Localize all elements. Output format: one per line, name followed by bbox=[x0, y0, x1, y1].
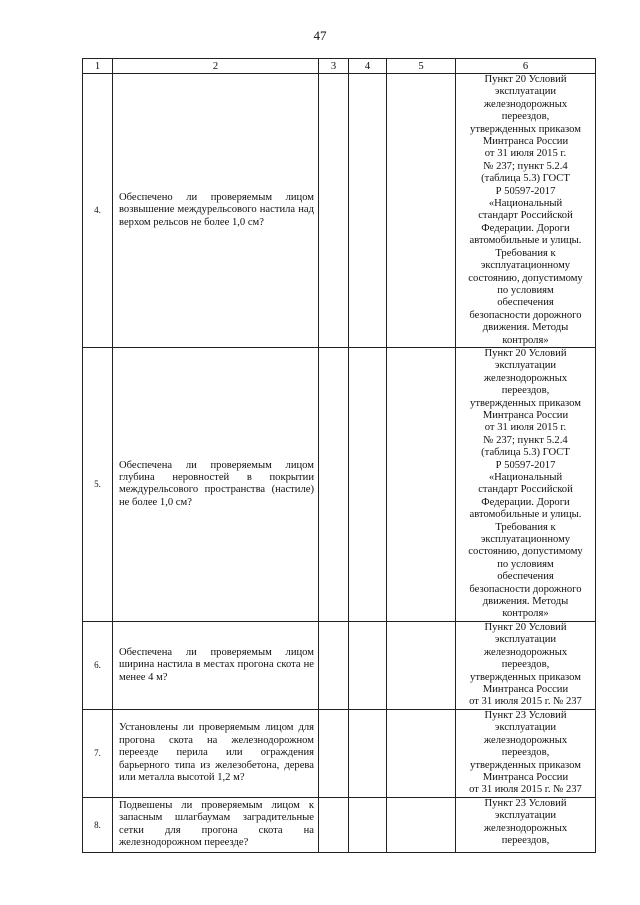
cell-4 bbox=[349, 347, 387, 621]
cell-5 bbox=[387, 347, 456, 621]
column-header: 5 bbox=[387, 59, 456, 74]
cell-5 bbox=[387, 797, 456, 852]
cell-5 bbox=[387, 709, 456, 797]
table-row bbox=[83, 347, 596, 621]
cell-5 bbox=[387, 621, 456, 709]
table-row bbox=[83, 797, 596, 852]
reference-text: Пункт 20 Условий эксплуатации железнодорожных переездов, утвержденных приказом Минтранса России от 31 июля 2015 г. № 237; пункт 5.2.4 (таблица 5.3) ГОСТ Р 50597-2017 «Национальный стандарт Российской Федерации. Дороги автомобильные и улицы. Требования к эксплуатационному состоянию, допустимому по условиям обеспечения безопасности дорожного движения. Методы контроля» bbox=[456, 74, 596, 348]
column-header: 1 bbox=[83, 59, 113, 74]
question-text: Обеспечена ли проверяемым лицом глубина неровностей в покрытии междурельсового пространства (настиле) не более 1,0 см? bbox=[113, 347, 319, 621]
cell-4 bbox=[349, 709, 387, 797]
question-text: Обеспечена ли проверяемым лицом ширина настила в местах прогона скота не менее 4 м? bbox=[113, 621, 319, 709]
cell-5 bbox=[387, 74, 456, 348]
table-row bbox=[83, 74, 596, 348]
column-header: 6 bbox=[456, 59, 596, 74]
question-text: Установлены ли проверяемым лицом для прогона скота на железнодорожном переезде перила или ограждения барьерного типа из железобетона, дерева или металла высотой 1,2 м? bbox=[113, 709, 319, 797]
checklist-table bbox=[82, 58, 596, 853]
cell-3 bbox=[319, 709, 349, 797]
row-number: 6. bbox=[83, 621, 113, 709]
cell-3 bbox=[319, 347, 349, 621]
cell-4 bbox=[349, 74, 387, 348]
question-text: Подвешены ли проверяемым лицом к запасным шлагбаумам заградительные сетки для прогона скота на железнодорожном переезде? bbox=[113, 797, 319, 852]
table-row bbox=[83, 621, 596, 709]
reference-text: Пункт 20 Условий эксплуатации железнодорожных переездов, утвержденных приказом Минтранса России от 31 июля 2015 г. № 237 bbox=[456, 621, 596, 709]
header-row bbox=[83, 59, 596, 74]
reference-text: Пункт 23 Условий эксплуатации железнодорожных переездов, утвержденных приказом Минтранса России от 31 июля 2015 г. № 237 bbox=[456, 709, 596, 797]
cell-4 bbox=[349, 797, 387, 852]
cell-3 bbox=[319, 797, 349, 852]
cell-4 bbox=[349, 621, 387, 709]
column-header: 4 bbox=[349, 59, 387, 74]
row-number: 7. bbox=[83, 709, 113, 797]
cell-3 bbox=[319, 74, 349, 348]
row-number: 8. bbox=[83, 797, 113, 852]
column-header: 3 bbox=[319, 59, 349, 74]
cell-3 bbox=[319, 621, 349, 709]
row-number: 5. bbox=[83, 347, 113, 621]
reference-text: Пункт 20 Условий эксплуатации железнодорожных переездов, утвержденных приказом Минтранса России от 31 июля 2015 г. № 237; пункт 5.2.4 (таблица 5.3) ГОСТ Р 50597-2017 «Национальный стандарт Российской Федерации. Дороги автомобильные и улицы. Требования к эксплуатационному состоянию, допустимому по условиям обеспечения безопасности дорожного движения. Методы контроля» bbox=[456, 347, 596, 621]
question-text: Обеспечено ли проверяемым лицом возвышение междурельсового настила над верхом рельсов не более 1,0 см? bbox=[113, 74, 319, 348]
row-number: 4. bbox=[83, 74, 113, 348]
reference-text: Пункт 23 Условий эксплуатации железнодорожных переездов, bbox=[456, 797, 596, 852]
column-header: 2 bbox=[113, 59, 319, 74]
table-row bbox=[83, 709, 596, 797]
page-number: 47 bbox=[313, 28, 327, 43]
